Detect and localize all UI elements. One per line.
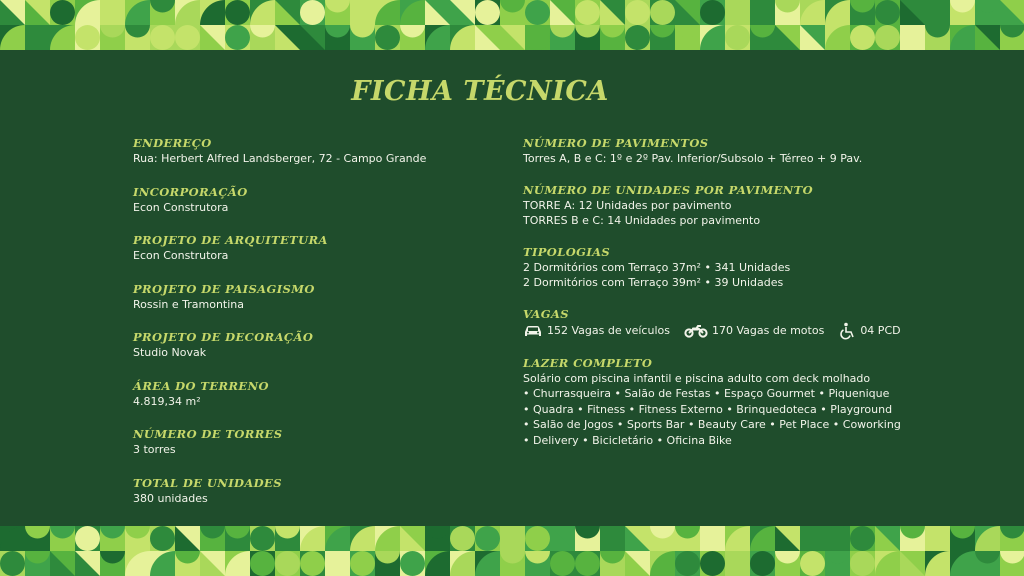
vaga-veiculos bbox=[523, 323, 670, 339]
section-value: 3 torres bbox=[133, 443, 176, 456]
section-value: • Quadra • Fitness • Fitness Externo • Brinquedoteca • Playground bbox=[523, 402, 893, 416]
section-value: TORRES B e C: 14 Unidades por pavimento bbox=[523, 214, 761, 227]
section-pavimentos bbox=[523, 135, 963, 167]
section-paisagismo bbox=[133, 281, 473, 313]
car-icon bbox=[523, 324, 543, 338]
motorcycle-icon bbox=[684, 324, 708, 338]
left-column bbox=[133, 135, 473, 523]
section-vagas bbox=[523, 306, 963, 340]
section-value: Rua: Herbert Alfred Landsberger, 72 - Campo Grande bbox=[133, 152, 427, 165]
section-label: NÚMERO DE PAVIMENTOS bbox=[523, 136, 709, 150]
vagas-row bbox=[523, 322, 963, 340]
section-label: PROJETO DE PAISAGISMO bbox=[133, 281, 315, 296]
section-value: Solário com piscina infantil e piscina adulto com deck molhado bbox=[523, 371, 871, 385]
section-label: PROJETO DE ARQUITETURA bbox=[133, 233, 328, 247]
section-label: NÚMERO DE UNIDADES POR PAVIMENTO bbox=[523, 182, 814, 197]
section-value: • Salão de Jogos • Sports Bar • Beauty Care • Pet Place • Coworking bbox=[523, 418, 901, 431]
vaga-pcd bbox=[838, 322, 900, 340]
section-unidades-por-pavimento bbox=[523, 182, 963, 229]
section-value: 2 Dormitórios com Terraço 39m² • 39 Unidades bbox=[523, 276, 784, 289]
section-label: NÚMERO DE TORRES bbox=[133, 427, 283, 441]
page-title: FICHA TÉCNICA bbox=[351, 76, 609, 107]
section-value: • Churrasqueira • Salão de Festas • Espaço Gourmet • Piquenique bbox=[523, 387, 890, 400]
right-column bbox=[523, 135, 963, 463]
section-numero-torres bbox=[133, 426, 473, 458]
section-total-unidades bbox=[133, 475, 473, 507]
decorative-pattern-top bbox=[0, 0, 1024, 50]
section-tipologias bbox=[523, 244, 963, 291]
section-label: VAGAS bbox=[523, 306, 570, 321]
section-value: Econ Construtora bbox=[133, 249, 229, 262]
section-value: Econ Construtora bbox=[133, 200, 229, 214]
section-arquitetura bbox=[133, 232, 473, 264]
vaga-text: 152 Vagas de veículos bbox=[547, 323, 670, 337]
section-value: 2 Dormitórios com Terraço 37m² • 341 Unidades bbox=[523, 260, 791, 274]
vaga-motos bbox=[684, 323, 824, 339]
section-area-terreno bbox=[133, 378, 473, 410]
wheelchair-icon bbox=[838, 322, 856, 340]
section-lazer bbox=[523, 355, 963, 449]
section-value: 4.819,34 m² bbox=[133, 394, 201, 408]
section-value: TORRE A: 12 Unidades por pavimento bbox=[523, 198, 732, 212]
section-value: Rossin e Tramontina bbox=[133, 297, 244, 311]
section-value: 380 unidades bbox=[133, 491, 208, 505]
section-label: TIPOLOGIAS bbox=[523, 244, 611, 259]
section-decoracao bbox=[133, 329, 473, 361]
section-value: Torres A, B e C: 1º e 2º Pav. Inferior/Subsolo + Térreo + 9 Pav. bbox=[523, 152, 863, 165]
section-label: LAZER COMPLETO bbox=[523, 355, 653, 370]
section-label: PROJETO DE DECORAÇÃO bbox=[133, 330, 314, 344]
decorative-pattern-bottom bbox=[0, 526, 1024, 576]
vaga-text: 04 PCD bbox=[860, 323, 901, 337]
section-endereco bbox=[133, 135, 473, 167]
section-incorporacao bbox=[133, 184, 473, 216]
section-label: INCORPORAÇÃO bbox=[133, 184, 248, 199]
section-value: Studio Novak bbox=[133, 346, 207, 359]
section-label: ÁREA DO TERRENO bbox=[133, 378, 269, 393]
section-value: • Delivery • Bicicletário • Oficina Bike bbox=[523, 433, 732, 447]
section-label: ENDEREÇO bbox=[133, 136, 212, 150]
section-label: TOTAL DE UNIDADES bbox=[133, 475, 282, 490]
vaga-text: 170 Vagas de motos bbox=[711, 323, 825, 337]
